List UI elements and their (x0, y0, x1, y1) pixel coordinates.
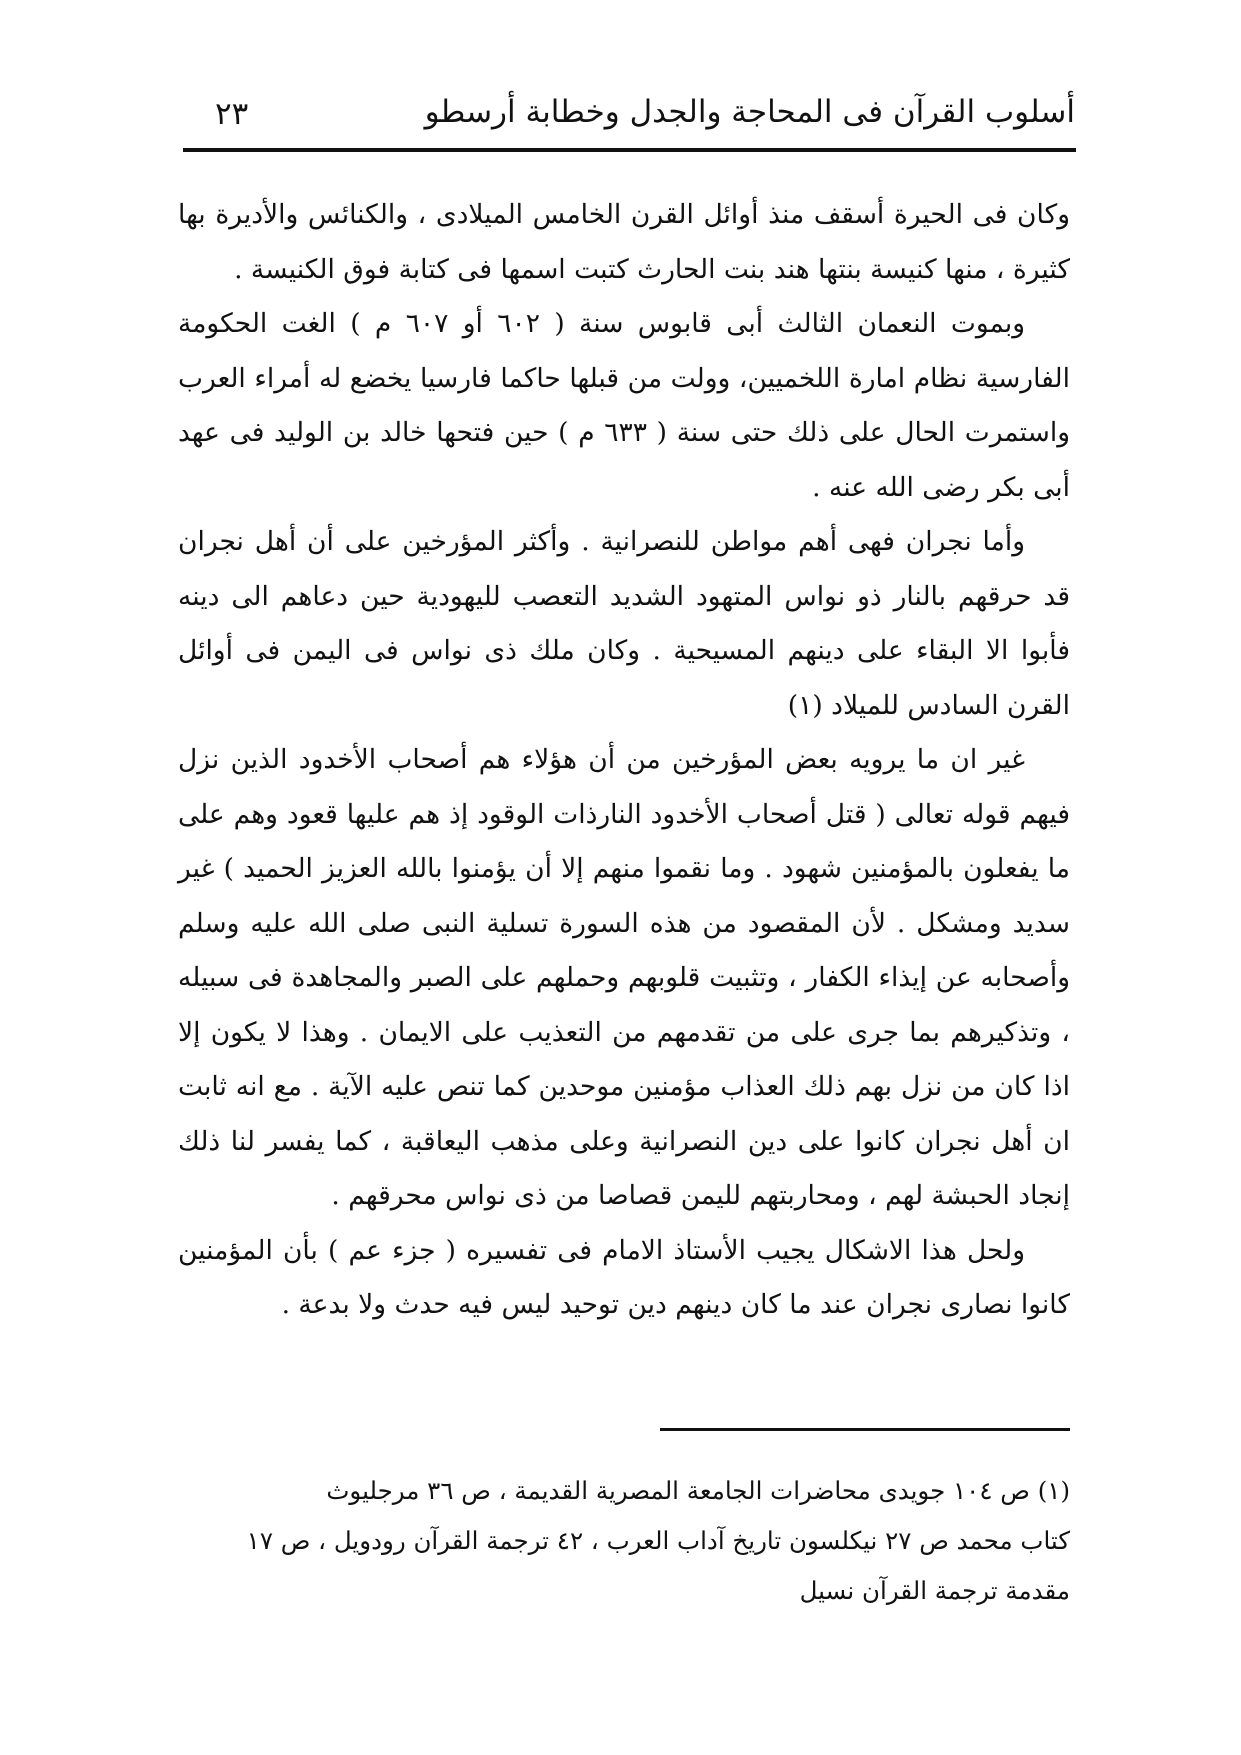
footnotes (178, 1466, 1070, 1616)
paragraph-ishkal: ولحل هذا الاشكال يجيب الأستاذ الامام فى تفسيره ( جزء عم ) بأن المؤمنين كانوا نصارى نجران عند ما كان دينهم دين توحيد ليس فيه حدث ولا بدعة . (178, 1234, 1070, 1320)
paragraph-numan: وبموت النعمان الثالث أبى قابوس سنة ( ٦٠٢ أو ٦٠٧ م ) الغت الحكومة الفارسية نظام امارة اللخميين، وولت من قبلها حاكما فارسيا يخضع له أمراء العرب واستمرت الحال على ذلك حتى سنة ( ٦٣٣ م ) حين فتحها خالد بن الوليد فى عهد أبى بكر رضى الله عنه . (178, 308, 1070, 503)
footnote-divider (660, 1428, 1070, 1431)
paragraph-ukhdud: غير ان ما يرويه بعض المؤرخين من أن هؤلاء هم أصحاب الأخدود الذين نزل فيهم قوله تعالى ( قتل أصحاب الأخدود النارذات الوقود إذ هم عليها قعود وهم على ما يفعلون بالمؤمنين شهود . وما نقموا منهم إلا أن يؤمنوا بالله العزيز الحميد ) غير سديد ومشكل . لأن المقصود من هذه السورة تسلية النبى صلى الله عليه وسلم وأصحابه عن إيذاء الكفار ، وتثبيت قلوبهم وحملهم على الصبر والمجاهدة فى سبيله ، وتذكيرهم بما جرى على من تقدمهم من التعذيب على الايمان . وهذا لا يكون إلا اذا كان من نزل بهم ذلك العذاب مؤمنين موحدين كما تنص عليه الآية . مع انه ثابت ان أهل نجران كانوا على دين النصرانية وعلى مذهب اليعاقبة ، كما يفسر لنا ذلك إنجاد الحبشة لهم ، ومحاربتهم لليمن قصاصا من ذى نواس محرقهم . (178, 744, 1070, 1211)
body-text (178, 188, 1070, 1333)
footnote-line: (١) ص ١٠٤ جويدى محاضرات الجامعة المصرية القديمة ، ص ٣٦ مرجليوث (326, 1476, 1070, 1505)
footnote-line: مقدمة ترجمة القرآن نسيل (799, 1576, 1070, 1605)
footnote-line: كتاب محمد ص ٢٧ نيكلسون تاريخ آداب العرب ، ٤٢ ترجمة القرآن رودويل ، ص ١٧ (246, 1526, 1070, 1555)
page-number: ٢٣ (215, 96, 249, 132)
running-header-title: أسلوب القرآن فى المحاجة والجدل وخطابة أرسطو (424, 94, 1075, 130)
paragraph-hira: وكان فى الحيرة أسقف منذ أوائل القرن الخامس الميلادى ، والكنائس والأديرة بها كثيرة ، منها كنيسة بنتها هند بنت الحارث كتبت اسمها فى كتابة فوق الكنيسة . (178, 199, 1070, 285)
running-header (185, 82, 1075, 142)
header-divider (183, 148, 1076, 152)
paragraph-najran: وأما نجران فهى أهم مواطن للنصرانية . وأكثر المؤرخين على أن أهل نجران قد حرقهم بالنار ذو نواس المتهود الشديد التعصب لليهودية حين دعاهم الى دينه فأبوا الا البقاء على دينهم المسيحية . وكان ملك ذى نواس فى اليمن فى أوائل القرن السادس للميلاد (١) (178, 526, 1070, 721)
